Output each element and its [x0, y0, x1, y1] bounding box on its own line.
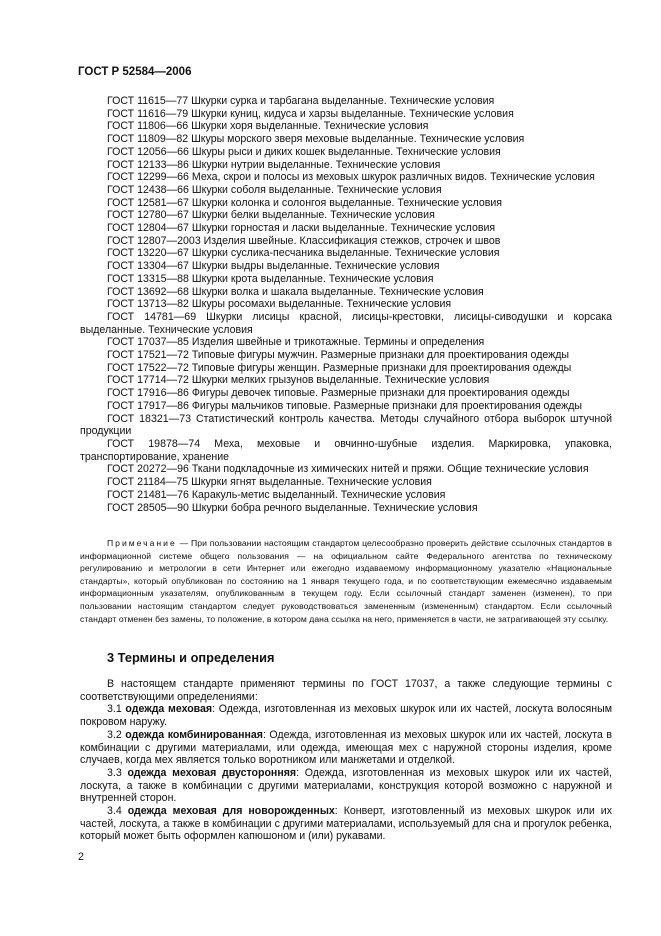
reference-item: ГОСТ 13692—68 Шкурки волка и шакала выделанные. Технические условия — [107, 285, 484, 298]
term-name: одежда меховая для новорожденных — [127, 805, 335, 818]
reference-item: ГОСТ 11615—77 Шкурки сурка и тарбагана выделанные. Технические условия — [107, 95, 495, 107]
reference-item: ГОСТ 12581—67 Шкурки колонка и солонгоя выделанные. Технические условия — [107, 196, 503, 209]
reference-item: ГОСТ 19878—74 Меха, меховые и овчинно-шубные изделия. Маркировка, упаковка, транспортирование, хранение — [80, 437, 612, 463]
note-text: — При пользовании настоящим стандартом целесообразно проверить действие ссылочных стандартов в информационной системе общего пользования — на официальном сайте Федерального агентства по техническому регулированию и метрологии в сети Интернет или ежегодно издаваемому информационному указателю «Национальные стандарты», который опубликован по состоянию на 1 января текущего года, и по соответствующим ежемесячно издаваемым информационным указателям, опубликованным в текущем году. Если ссылочный стандарт заменен (изменен), то при пользовании настоящим стандартом следует руководствоваться замененным (измененным) стандартом. Если ссылочный стандарт отменен без замены, то положение, в котором дана ссылка на него, применяется в части, не затрагивающей эту ссылку. — [80, 538, 612, 624]
reference-item: ГОСТ 12133—86 Шкурки нутрии выделанные. Технические условия — [107, 158, 441, 171]
reference-item: ГОСТ 11806—66 Шкурки хоря выделанные. Технические условия — [107, 120, 429, 133]
reference-item: ГОСТ 17522—72 Типовые фигуры женщин. Размерные признаки для проектирования одежды — [107, 361, 572, 374]
reference-item: ГОСТ 12299—66 Меха, скрои и полосы из меховых шкурок различных видов. Технические условия — [107, 171, 595, 184]
running-header: ГОСТ Р 52584—2006 — [78, 66, 192, 78]
reference-item: ГОСТ 20272—96 Ткани подкладочные из химических нитей и пряжи. Общие технические условия — [107, 463, 589, 476]
section-body — [80, 678, 612, 843]
term-number: 3.2 — [107, 728, 126, 741]
reference-item: ГОСТ 17917—86 Фигуры мальчиков типовые. Размерные признаки для проектирования одежды — [107, 399, 583, 412]
reference-item: ГОСТ 13713—82 Шкуры росомахи выделанные. Технические условия — [107, 298, 452, 311]
reference-item: ГОСТ 13304—67 Шкурки выдры выделанные. Технические условия — [107, 260, 440, 273]
reference-item: ГОСТ 17916—86 Фигуры девочек типовые. Размерные признаки для проектирования одежды — [107, 387, 570, 400]
reference-item: ГОСТ 11616—79 Шкурки куниц, кидуса и харзы выделанные. Технические условия — [107, 107, 514, 120]
note-paragraph — [80, 537, 612, 625]
reference-item: ГОСТ 13315—88 Шкурки крота выделанные. Технические условия — [107, 272, 434, 285]
term-text: : Конверт, изготовленный из меховых шкурок или их частей, лоскута, а также в комбинации с другими материалами, используемый для сна и прогулок ребенка, который может быть оформлен капюшоном и (или) рукавами. — [80, 805, 612, 843]
note-label: Примечание — [107, 538, 177, 548]
reference-item: ГОСТ 12438—66 Шкурки соболя выделанные. Технические условия — [107, 183, 442, 196]
term-definition — [80, 703, 612, 728]
reference-item: ГОСТ 12804—67 Шкурки горностая и ласки выделанные. Технические условия — [107, 222, 496, 235]
reference-item: ГОСТ 17037—85 Изделия швейные и трикотажные. Термины и определения — [107, 336, 485, 349]
term-definition — [80, 729, 612, 767]
term-definition — [80, 767, 612, 805]
term-number: 3.3 — [107, 766, 128, 779]
reference-item: ГОСТ 13220—67 Шкурки суслика-песчаника выделанные. Технические условия — [107, 247, 500, 260]
normative-references-list — [80, 95, 612, 514]
reference-item: ГОСТ 21481—76 Каракуль-метис выделанный. Технические условия — [107, 488, 446, 501]
reference-item: ГОСТ 17714—72 Шкурки мелких грызунов выделанные. Технические условия — [107, 374, 490, 387]
term-name: одежда комбинированная — [125, 728, 263, 741]
term-text: : Одежда, изготовленная из меховых шкурок или их частей, лоскута волосяным покровом наружу. — [80, 703, 613, 729]
term-name: одежда меховая — [125, 703, 213, 716]
reference-item: ГОСТ 12056—66 Шкуры рыси и диких кошек выделанные. Технические условия — [107, 145, 501, 158]
term-name: одежда меховая двусторонняя — [127, 766, 297, 779]
reference-item: ГОСТ 28505—90 Шкурки бобра речного выделанные. Технические условия — [107, 501, 478, 514]
term-number: 3.4 — [107, 805, 128, 818]
section-title: 3 Термины и определения — [107, 650, 275, 665]
reference-item: ГОСТ 21184—75 Шкурки ягнят выделанные. Технические условия — [107, 476, 432, 489]
term-number: 3.1 — [107, 703, 126, 716]
intro-paragraph: В настоящем стандарте применяют термины по ГОСТ 17037, а также следующие термины с соответствующими определениями: — [80, 678, 612, 703]
reference-item: ГОСТ 17521—72 Типовые фигуры мужчин. Размерные признаки для проектирования одежды — [107, 349, 570, 362]
page-number: 2 — [78, 851, 84, 863]
term-definition — [80, 805, 612, 843]
term-text: : Одежда, изготовленная из меховых шкурок или их частей, лоскута, а также в комбинации с другими материалами, конструкция которой возможно с наружной и внутренней сторон. — [80, 766, 612, 805]
reference-item: ГОСТ 18321—73 Статистический контроль качества. Методы случайного отбора выборок штучной продукции — [80, 412, 612, 438]
term-text: : Одежда, изготовленная из меховых шкурок или их частей, лоскута в комбинации с другими материалами, или одежда, имеющая мех с наружной стороны изделия, кроме случаев, когда мех является только воротником или манжетами и отделкой. — [80, 728, 612, 767]
reference-item: ГОСТ 12807—2003 Изделия швейные. Классификация стежков, строчек и швов — [107, 234, 501, 247]
reference-item: ГОСТ 11809—82 Шкуры морского зверя меховые выделанные. Технические условия — [107, 133, 525, 146]
reference-item: ГОСТ 14781—69 Шкурки лисицы красной, лисицы-крестовки, лисицы-сиводушки и корсака выделанные. Технические условия — [80, 310, 612, 336]
reference-item: ГОСТ 12780—67 Шкурки белки выделанные. Технические условия — [107, 209, 435, 222]
